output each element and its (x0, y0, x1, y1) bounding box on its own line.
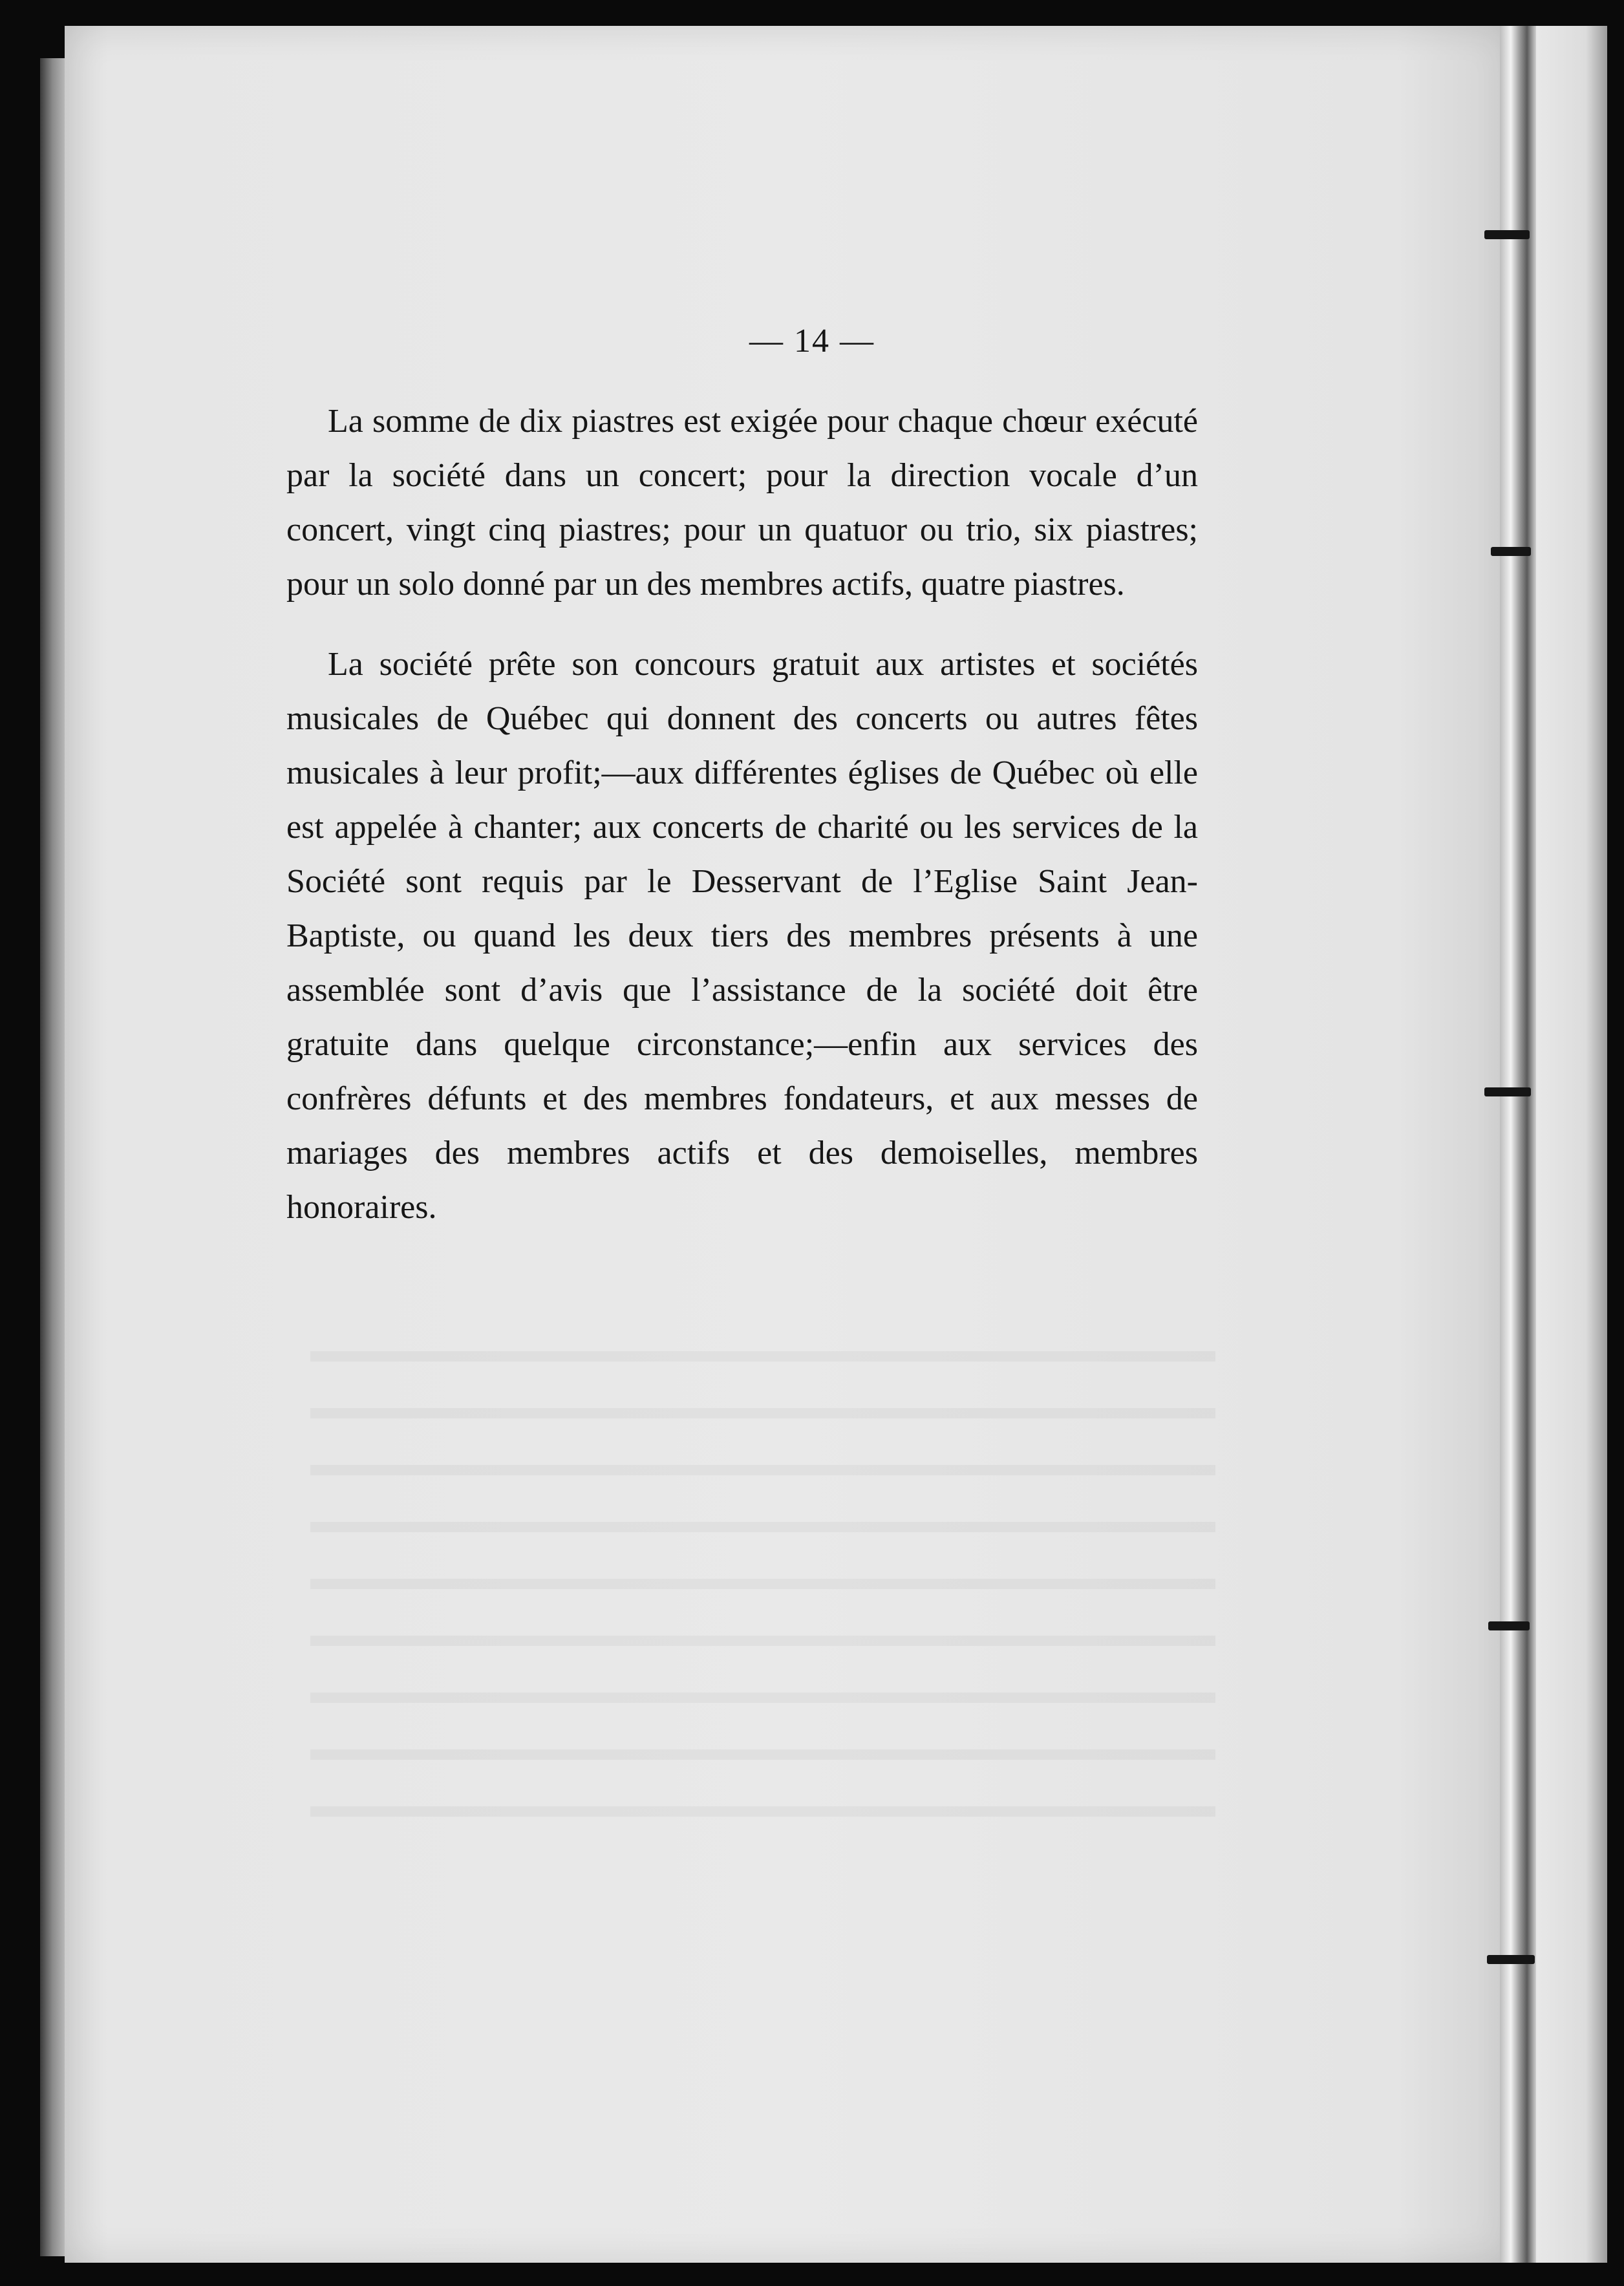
facing-page-edge (1536, 26, 1607, 2263)
binding-stitch (1484, 1087, 1531, 1096)
body-text (286, 394, 1198, 1235)
page-number: — 14 — (749, 323, 875, 359)
binding-stitch (1484, 230, 1530, 239)
paragraph-free-services: La société prête son concours gratuit aux artistes et sociétés musicales de Québec qui donnent des concerts ou autres fêtes musicales à leur profit;—aux différentes églises de Québec où elle est appelée à chanter; aux concerts de charité ou les services de la Société sont requis par le Desservant de l’Eglise Saint Jean-Baptiste, ou quand les deux tiers des membres présents à une assemblée sont d’avis que l’assistance de la société doit être gratuite dans quelque circonstance;—enfin aux services des confrères défunts et des membres fondateurs, et aux messes de mariages des membres actifs et des demoiselles, membres honoraires. (286, 646, 1198, 1226)
book-spine (1500, 26, 1536, 2263)
binding-stitch (1491, 547, 1531, 556)
binding-stitch (1487, 1955, 1535, 1964)
binding-stitch (1488, 1621, 1530, 1630)
paragraph-fees: La somme de dix piastres est exigée pour chaque chœur exécuté par la société dans un concert; pour la direction vocale d’un concert, vingt cinq piastres; pour un quatuor ou trio, six piastres; pour un solo donné par un des membres actifs, quatre piastres. (286, 403, 1198, 603)
show-through-text (310, 1312, 1215, 1849)
